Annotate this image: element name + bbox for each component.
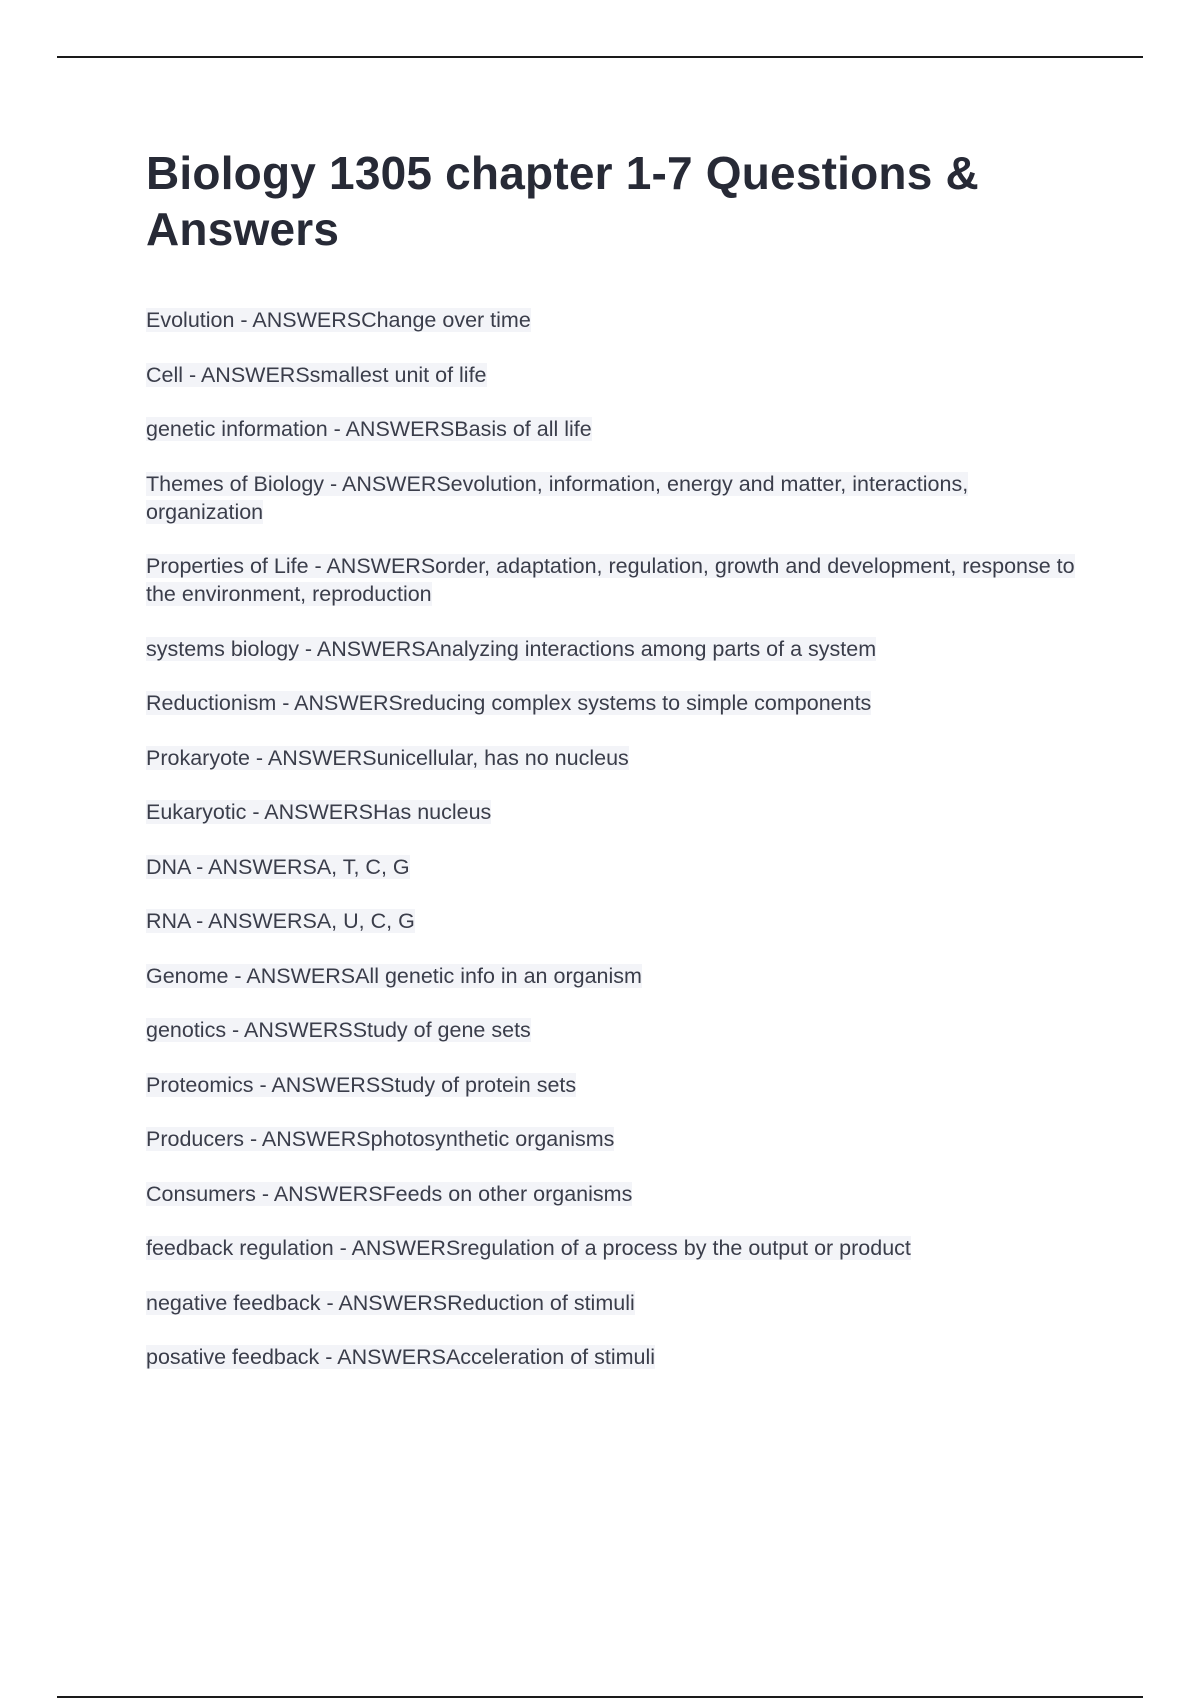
qa-item-text: feedback regulation - ANSWERSregulation of a process by the output or product xyxy=(146,1236,911,1260)
document-body xyxy=(146,145,1081,1398)
qa-item-text: Prokaryote - ANSWERSunicellular, has no nucleus xyxy=(146,745,629,770)
qa-item-text: Genome - ANSWERSAll genetic info in an organism xyxy=(146,963,642,988)
qa-item xyxy=(146,1071,1081,1099)
qa-item xyxy=(146,1234,1081,1262)
header-rule xyxy=(57,56,1143,58)
qa-item-text: posative feedback - ANSWERSAcceleration of stimuli xyxy=(146,1345,656,1369)
qa-item-text: Themes of Biology - ANSWERSevolution, information, energy and matter, interactions, organization xyxy=(146,471,969,524)
qa-item xyxy=(146,853,1081,881)
qa-item-text: negative feedback - ANSWERSReduction of stimuli xyxy=(146,1290,635,1315)
qa-item xyxy=(146,635,1081,663)
qa-item-text: Consumers - ANSWERSFeeds on other organisms xyxy=(146,1181,633,1206)
qa-item-text: Properties of Life - ANSWERSorder, adaptation, regulation, growth and development, response to the environment, reproduction xyxy=(146,554,1075,606)
qa-item-text: DNA - ANSWERSA, T, C, G xyxy=(146,854,410,879)
qa-item-text: Producers - ANSWERSphotosynthetic organisms xyxy=(146,1127,615,1151)
qa-item xyxy=(146,1180,1081,1208)
qa-item xyxy=(146,1289,1081,1317)
qa-item xyxy=(146,1125,1081,1153)
qa-item-text: systems biology - ANSWERSAnalyzing interactions among parts of a system xyxy=(146,636,877,661)
qa-item-text: genetic information - ANSWERSBasis of all life xyxy=(146,417,592,441)
qa-item xyxy=(146,798,1081,826)
document-title: Biology 1305 chapter 1-7 Questions & Answers xyxy=(146,147,979,255)
qa-item xyxy=(146,1343,1081,1371)
qa-item xyxy=(146,415,1081,443)
qa-item-text: Reductionism - ANSWERSreducing complex systems to simple components xyxy=(146,691,872,715)
qa-item xyxy=(146,744,1081,772)
qa-item-text: Evolution - ANSWERSChange over time xyxy=(146,308,531,332)
qa-item xyxy=(146,689,1081,717)
qa-item xyxy=(146,1016,1081,1044)
qa-item xyxy=(146,962,1081,990)
qa-item-text: Proteomics - ANSWERSStudy of protein sets xyxy=(146,1072,577,1097)
qa-item xyxy=(146,907,1081,935)
qa-item-text: Eukaryotic - ANSWERSHas nucleus xyxy=(146,800,492,824)
footer-rule xyxy=(57,1696,1143,1698)
qa-list xyxy=(146,306,1081,1371)
qa-item-text: Cell - ANSWERSsmallest unit of life xyxy=(146,362,487,387)
qa-item xyxy=(146,470,1081,526)
qa-item xyxy=(146,306,1081,334)
qa-item-text: RNA - ANSWERSA, U, C, G xyxy=(146,909,415,933)
qa-item xyxy=(146,361,1081,389)
qa-item xyxy=(146,552,1081,608)
qa-item-text: genotics - ANSWERSStudy of gene sets xyxy=(146,1018,531,1042)
